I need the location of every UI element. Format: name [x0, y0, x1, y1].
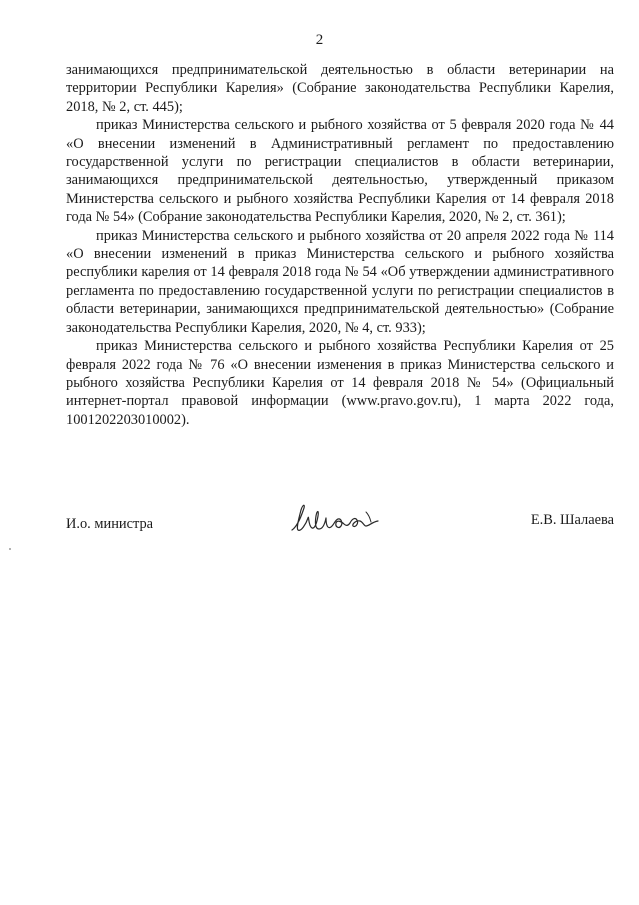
- signer-name: Е.В. Шалаева: [530, 512, 614, 528]
- paragraph-2: приказ Министерства сельского и рыбного хозяйства от 5 февраля 2020 года № 44 «О внесении изменений в Административный регламент по предоставлению государственной услуги по регистрации специалистов в области ветеринарии, занимающихся предпринимательской деятельностью, утвержденный приказом Министерства сельского и рыбного хозяйства Республики Карелия от 14 февраля 2018 года № 54» (Собрание законодательства Республики Карелия, 2020, № 2, ст. 361);: [66, 117, 614, 226]
- paragraph-3: приказ Министерства сельского и рыбного хозяйства от 20 апреля 2022 года № 114 «О внесении изменений в приказ Министерства сельского и рыбного хозяйства республики карелия от 14 февраля 2018 года № 54 «Об утверждении административного регламента по предоставлению государственной услуги по регистрации специалистов в области ветеринарии, занимающихся предпринимательской деятельностью» (Собрание законодательства Республики Карелия, 2020, № 4, ст. 933);: [66, 227, 614, 336]
- handwritten-signature: [288, 496, 388, 538]
- page-number: 2: [315, 32, 324, 48]
- paragraph-4: приказ Министерства сельского и рыбного хозяйства Республики Карелия от 25 февраля 2022 года № 76 «О внесении изменения в приказ Министерства сельского и рыбного хозяйства Республики Карелия от 14 февраля 2018 № 54» (Официальный интернет-портал правовой информации (www.pravo.gov.ru), 1 марта 2022 года, 1001202203010002).: [66, 338, 614, 428]
- document-body: [66, 61, 614, 429]
- signature-block: [66, 512, 614, 542]
- paragraph-1: занимающихся предпринимательской деятельностью в области ветеринарии на территории Республики Карелия» (Собрание законодательства Республики Карелия, 2018, № 2, ст. 445);: [66, 62, 614, 115]
- signer-title: И.о. министра: [66, 516, 154, 532]
- scan-artifact: [9, 548, 11, 550]
